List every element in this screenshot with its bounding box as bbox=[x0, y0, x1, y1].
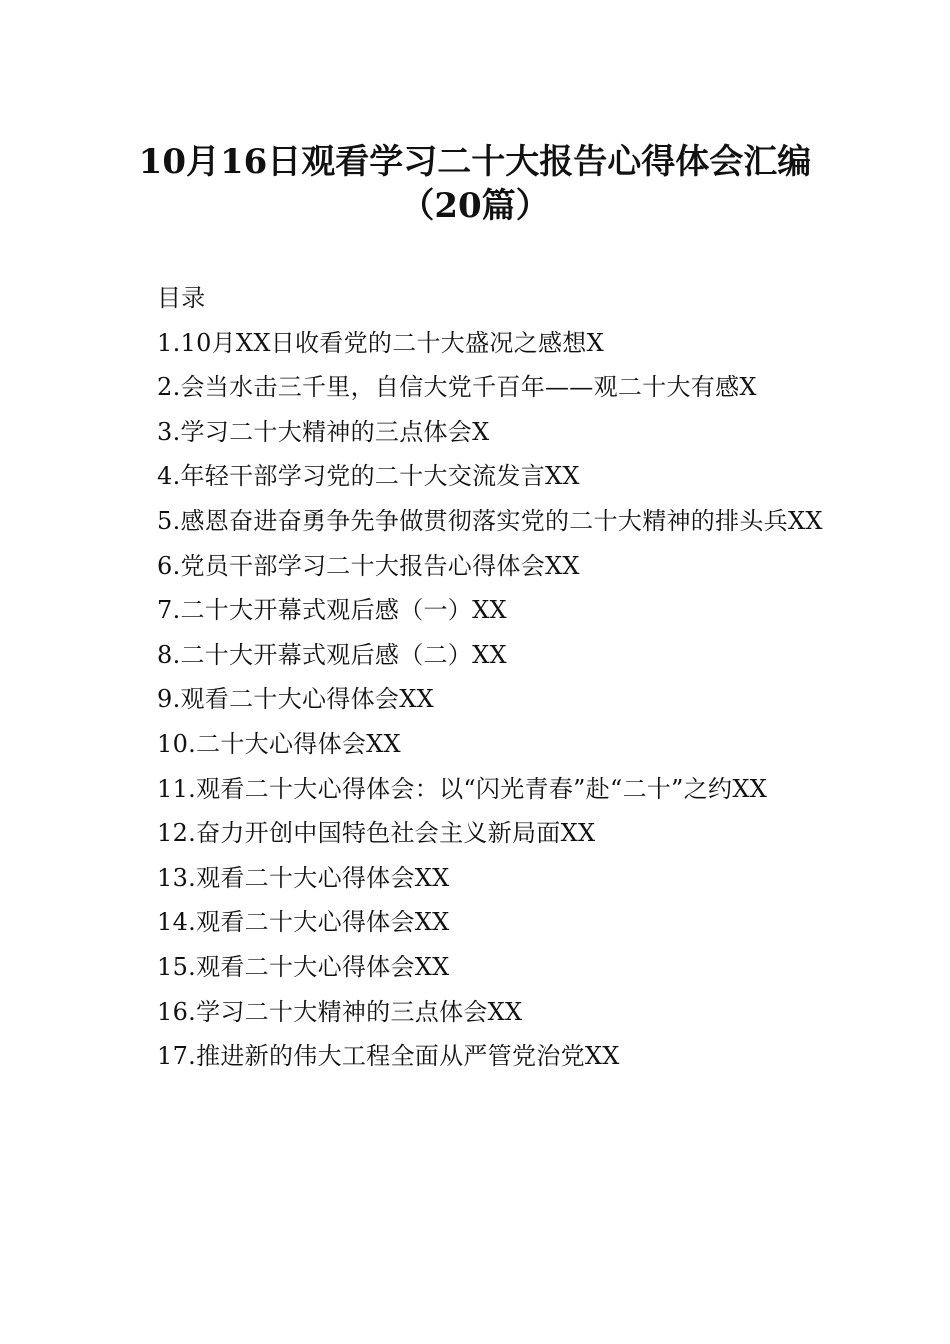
toc-item: 11.观看二十大心得体会：以“闪光青春”赴“二十”之约XX bbox=[157, 774, 768, 803]
toc-item: 1.10月XX日收看党的二十大盛况之感想X bbox=[157, 328, 604, 357]
document-title-line-1: 10月16日观看学习二十大报告心得体会汇编 bbox=[138, 142, 812, 182]
toc-item: 5.感恩奋进奋勇争先争做贯彻落实党的二十大精神的排头兵XX bbox=[157, 506, 823, 535]
table-of-contents bbox=[117, 276, 827, 1079]
toc-item: 10.二十大心得体会XX bbox=[157, 729, 401, 758]
toc-item: 9.观看二十大心得体会XX bbox=[157, 685, 434, 714]
toc-item: 6.党员干部学习二十大报告心得体会XX bbox=[157, 551, 580, 580]
toc-item: 14.观看二十大心得体会XX bbox=[157, 908, 450, 937]
toc-item: 8.二十大开幕式观后感（二）XX bbox=[157, 640, 507, 669]
document-title-line-2: （20篇） bbox=[400, 186, 550, 226]
toc-heading: 目录 bbox=[157, 284, 206, 312]
toc-item: 4.年轻干部学习党的二十大交流发言XX bbox=[157, 462, 580, 491]
toc-item: 3.学习二十大精神的三点体会X bbox=[157, 417, 490, 446]
toc-item: 13.观看二十大心得体会XX bbox=[157, 863, 450, 892]
toc-item: 17.推进新的伟大工程全面从严管党治党XX bbox=[157, 1042, 620, 1071]
toc-item: 2.会当水击三千里，自信大党千百年——观二十大有感X bbox=[157, 373, 757, 402]
toc-item: 7.二十大开幕式观后感（一）XX bbox=[157, 596, 507, 625]
toc-item: 16.学习二十大精神的三点体会XX bbox=[157, 997, 523, 1026]
toc-item: 12.奋力开创中国特色社会主义新局面XX bbox=[157, 819, 596, 848]
toc-item: 15.观看二十大心得体会XX bbox=[157, 952, 450, 981]
